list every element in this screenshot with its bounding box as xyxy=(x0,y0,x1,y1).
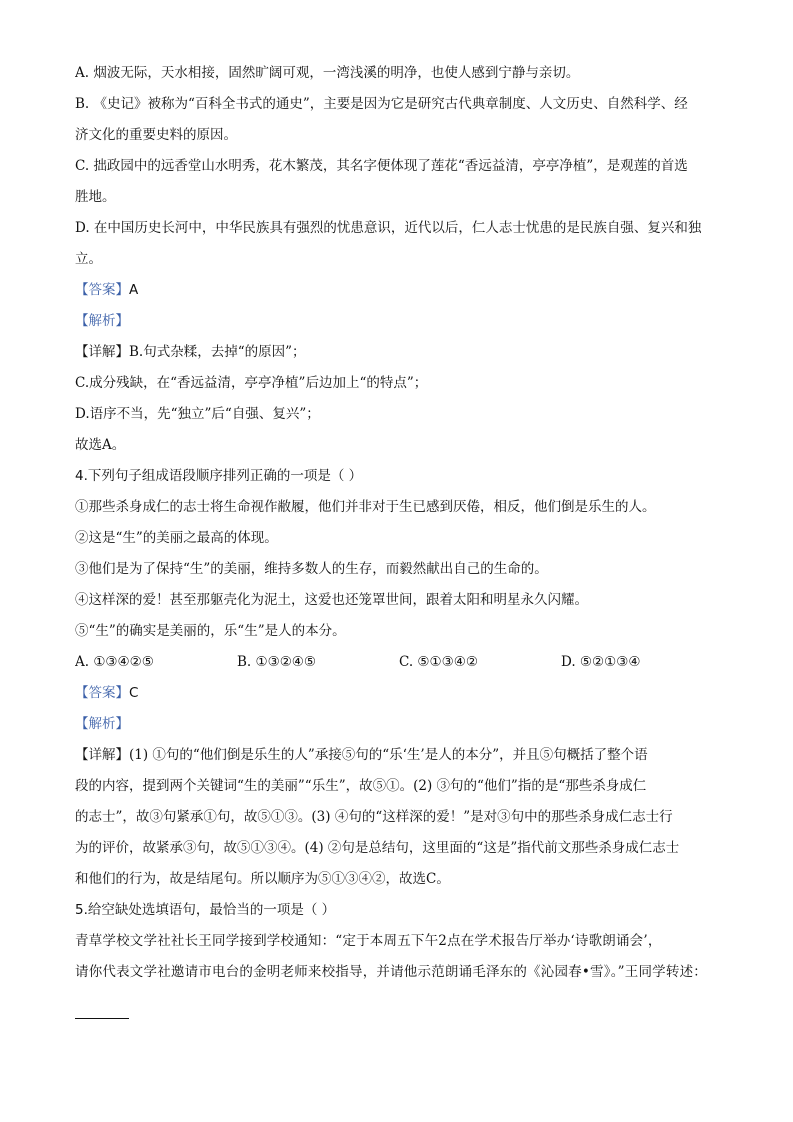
analysis-tag: 【解析】 xyxy=(75,313,129,329)
q4-analysis xyxy=(75,709,725,740)
q4-stem: 4.下列句子组成语段顺序排列正确的一项是（ ） xyxy=(75,468,363,484)
q4-sentence-2: ②这是“生”的美丽之最高的体现。 xyxy=(75,530,278,546)
q3-detail-line2: C.成分残缺，在“香远益清，亭亭净植”后边加上“的特点”； xyxy=(75,375,428,391)
q4-option-a: A. ①③④②⑤ xyxy=(75,654,154,670)
q3-option-d-line2: 立。 xyxy=(75,251,102,267)
q3-detail-line4: 故选A。 xyxy=(75,437,126,453)
q4-sentence-4: ④这样深的爱！甚至那躯壳化为泥土，这爱也还笼罩世间，跟着太阳和明星永久闪耀。 xyxy=(75,592,588,608)
q3-analysis xyxy=(75,306,725,337)
q3-option-c-line2: 胜地。 xyxy=(75,189,116,205)
q5-blank-line xyxy=(75,988,725,1019)
q4-sentence-5: ⑤“生”的确实是美丽的，乐“生”是人的本分。 xyxy=(75,623,346,639)
q4-detail-line5: 和他们的行为，故是结尾句。所以顺序为⑤①③④②，故选C。 xyxy=(75,871,450,887)
answer-tag: 【答案】 xyxy=(75,282,129,298)
q3-detail-line3: D.语序不当，先“独立”后“自强、复兴”； xyxy=(75,406,320,422)
q3-option-c-line1: C. 拙政园中的远香堂山水明秀，花木繁茂，其名字便体现了莲花“香远益清，亭亭净植”，是观莲的首选 xyxy=(75,158,688,174)
q4-option-b: B. ①③②④⑤ xyxy=(237,654,317,670)
answer-value: C xyxy=(129,685,139,701)
detail-text: (1) ①句的“他们倒是乐生的人”承接⑤句的“乐‘生’是人的本分”，并且⑤句概括了整个语 xyxy=(129,747,648,763)
fill-in-blank xyxy=(75,1000,129,1019)
q5-paragraph-line1: 青草学校文学社社长王同学接到学校通知：“定于本周五下午2点在学术报告厅举办‘诗歌朗诵会’， xyxy=(75,933,662,949)
q3-option-b-line2: 济文化的重要史料的原因。 xyxy=(75,127,237,143)
q5-stem: 5.给空缺处选填语句，最恰当的一项是（ ） xyxy=(75,902,336,918)
q3-option-a: A. 烟波无际，天水相接，固然旷阔可观，一湾浅溪的明净，也使人感到宁静与亲切。 xyxy=(75,65,580,81)
q4-sentence-1: ①那些杀身成仁的志士将生命视作敝履，他们并非对于生已感到厌倦，相反，他们倒是乐生的人。 xyxy=(75,499,656,515)
q3-option-b-line1: B. 《史记》被称为“百科全书式的通史”，主要是因为它是研究古代典章制度、人文历史、自然科学、经 xyxy=(75,96,688,112)
q4-detail-line2: 段的内容，提到两个关键词“生的美丽”“乐生”，故⑤①。(2) ③句的“他们”指的是“那些杀身成仁 xyxy=(75,778,647,794)
q4-sentence-3: ③他们是为了保持“生”的美丽，维持多数人的生存，而毅然献出自己的生命的。 xyxy=(75,561,548,577)
q4-answer xyxy=(75,678,725,709)
q3-option-d-line1: D. 在中国历史长河中，中华民族具有强烈的忧患意识，近代以后，仁人志士忧患的是民族自强、复兴和独 xyxy=(75,220,702,236)
q4-option-d: D. ⑤②①③④ xyxy=(561,654,641,670)
q4-detail-line3: 的志士”，故③句紧承①句，故⑤①③。(3) ④句的“这样深的爱！”是对③句中的那些杀身成仁志士行 xyxy=(75,809,673,825)
document-page xyxy=(75,58,725,1019)
q5-paragraph-line2: 请你代表文学社邀请市电台的金明老师来校指导，并请他示范朗诵毛泽东的《沁园春•雪》。”王同学转述： xyxy=(75,964,707,980)
analysis-tag: 【解析】 xyxy=(75,716,129,732)
detail-text: B.句式杂糅，去掉“的原因”； xyxy=(129,344,306,360)
answer-tag: 【答案】 xyxy=(75,685,129,701)
detail-tag: 【详解】 xyxy=(75,747,129,763)
q4-option-c: C. ⑤①③④② xyxy=(399,654,478,670)
answer-value: A xyxy=(129,282,139,298)
q4-options xyxy=(75,647,725,678)
q3-answer xyxy=(75,275,725,306)
q4-detail-line1 xyxy=(75,740,725,771)
q4-detail-line4: 为的评价，故紧承③句，故⑤①③④。(4) ②句是总结句，这里面的“这是”指代前文那些杀身成仁志士 xyxy=(75,840,680,856)
detail-tag: 【详解】 xyxy=(75,344,129,360)
q3-detail-line1 xyxy=(75,337,725,368)
